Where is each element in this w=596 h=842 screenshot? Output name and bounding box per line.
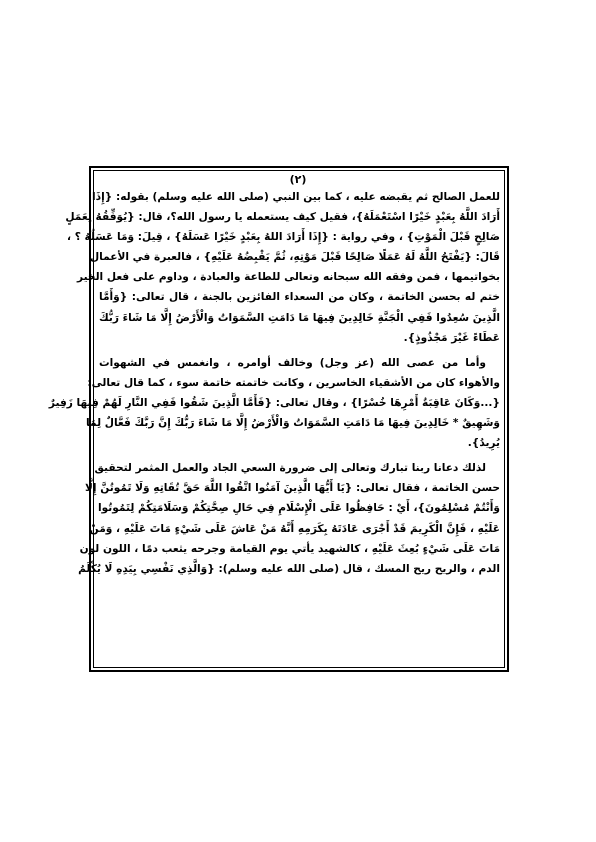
text-line: {...وَكَانَ عَاقِبَةُ أَمْرِهَا خُسْرًا} ، وقال تعالى: {فَأَمَّا الَّذِينَ شَقُوا فَفِي النَّارِ لَهُمْ فِيهَا زَفِيرٌ xyxy=(48,396,500,409)
page-number: (٢) xyxy=(289,173,307,186)
document-body xyxy=(48,187,500,579)
text-line: والأهواء كان من الأشقياء الخاسرين ، وكانت خاتمته خاتمة سوء ، كما قال تعالى: xyxy=(87,376,500,389)
text-line: يُرِيدُ}. xyxy=(467,437,500,450)
text-line: حسن الخاتمة ، فقال تعالى: {يَا أَيُّهَا الَّذِينَ آمَنُوا اتَّقُوا اللَّهَ حَقَّ تُقَاتِهِ وَلَا تَمُوتُنَّ إِلَّا xyxy=(85,482,500,495)
text-line: وَأَنْتُمْ مُسْلِمُونَ}، أَيْ : حَافِظُوا عَلَى الْإِسْلَامِ فِي حَالِ صِحَّتِكُمْ وَسَلَامَتِكُمْ لِتَمُوتُوا xyxy=(98,502,500,515)
text-line: قَالَ: {يَفْتَحُ اللَّهُ لَهُ عَمَلًا صَالِحًا قَبْلَ مَوْتِهِ، ثُمَّ يَقْبِضُهُ عَلَيْهِ} ، فالعبرة في الأعمال xyxy=(89,251,500,264)
text-line: عَطَاءً غَيْرَ مَجْذُوذٍ}. xyxy=(403,331,500,344)
text-line: الدم ، والريح ريح المسك ، قال (صلى الله عليه وسلم): {وَالَّذِي نَفْسِي بِيَدِهِ لَا يُكْلَمُ xyxy=(78,562,500,575)
text-line: أَرَادَ اللَّهُ بِعَبْدٍ خَيْرًا اسْتَعْمَلَهُ}، فقيل كيف يستعمله يا رسول الله؟، قال: {يُوَفِّقُهُ لِعَمَلٍ xyxy=(65,211,500,224)
text-line: عَلَيْهِ ، فَإِنَّ الْكَرِيمَ قَدْ أَجْرَى عَادَتَهُ بِكَرَمِهِ أَنَّهُ مَنْ عَاشَ عَلَى شَيْءٍ مَاتَ عَلَيْهِ ، وَمَنْ xyxy=(89,522,500,535)
text-line: صَالِحٍ قَبْلَ الْمَوْتِ} ، وفي رواية : {إِذَا أَرَادَ اللهُ بِعَبْدٍ خَيْرًا عَسَلَهُ} ، قِيلَ: وَمَا عَسَلُهُ ؟ ، xyxy=(66,231,500,244)
text-line: ختم له بحسن الخاتمة ، وكان من السعداء الفائزين بالجنة ، قال تعالى: {وَأَمَّا xyxy=(99,291,500,304)
text-line: وأما من عصى الله (عز وجل) وخالف أوامره ، وانغمس في الشهوات xyxy=(99,356,486,369)
text-line: مَاتَ عَلَى شَيْءٍ بُعِثَ عَلَيْهِ ، كالشهيد يأتي يوم القيامة وجرحه يثعب دمًا ، اللون لون xyxy=(79,542,500,555)
text-line: بخواتيمها ، فمن وفقه الله سبحانه وتعالى للطاعة والعبادة ، وداوم على فعل الخير xyxy=(77,271,500,284)
text-line: الَّذِينَ سُعِدُوا فَفِي الْجَنَّةِ خَالِدِينَ فِيهَا مَا دَامَتِ السَّمَوَاتُ وَالْأَرْضُ إِلَّا مَا شَاءَ رَبُّكَ xyxy=(99,311,500,324)
text-line: لذلك دعانا ربنا تبارك وتعالى إلى ضرورة السعي الجاد والعمل المثمر لتحقيق xyxy=(94,462,486,475)
text-line: للعمل الصالح ثم يقبضه عليه ، كما بين النبي (صلى الله عليه وسلم) بقوله: {إِذَا xyxy=(92,191,500,203)
text-line: وَشَهِيقٌ * خَالِدِينَ فِيهَا مَا دَامَتِ السَّمَوَاتُ وَالْأَرْضُ إِلَّا مَا شَاءَ رَبُّكَ إِنَّ رَبَّكَ فَعَّالٌ لِمَا xyxy=(86,417,500,430)
